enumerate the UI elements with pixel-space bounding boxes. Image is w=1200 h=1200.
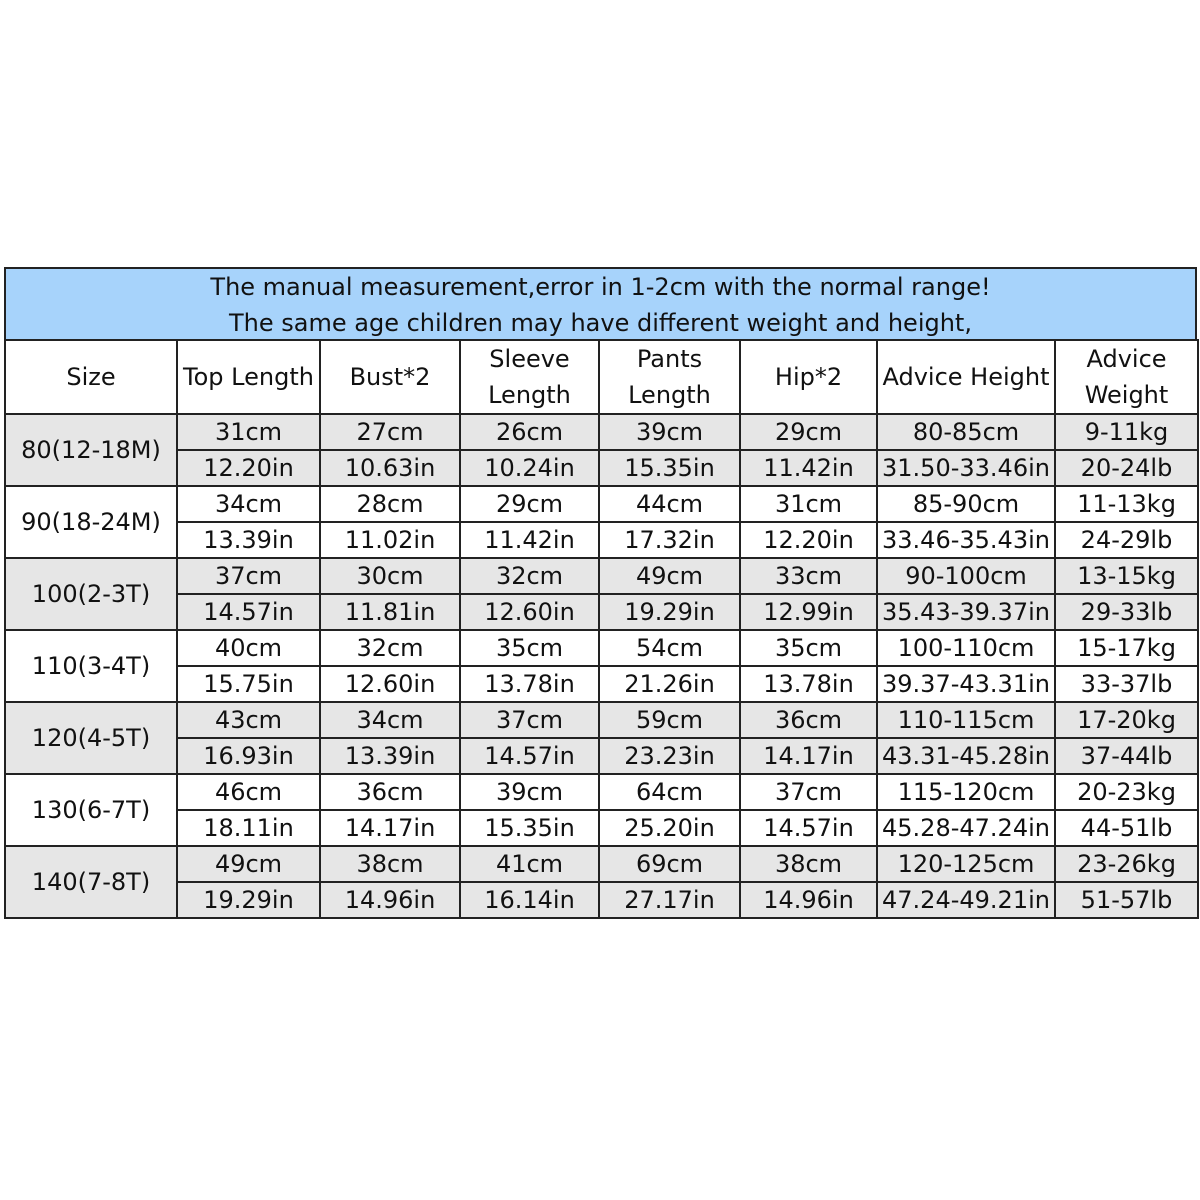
in-cell: 10.63in bbox=[320, 450, 460, 486]
in-cell: 25.20in bbox=[599, 810, 740, 846]
cm-cell: 15-17kg bbox=[1055, 630, 1198, 666]
table-row-cm bbox=[5, 846, 1198, 882]
table-row-in bbox=[5, 522, 1198, 558]
in-cell: 10.24in bbox=[460, 450, 599, 486]
in-cell: 44-51lb bbox=[1055, 810, 1198, 846]
cm-cell: 32cm bbox=[460, 558, 599, 594]
cm-cell: 85-90cm bbox=[877, 486, 1055, 522]
cm-cell: 80-85cm bbox=[877, 414, 1055, 450]
cm-cell: 34cm bbox=[320, 702, 460, 738]
cm-cell: 38cm bbox=[740, 846, 877, 882]
cm-cell: 41cm bbox=[460, 846, 599, 882]
header-cell: Bust*2 bbox=[320, 340, 460, 414]
size-chart bbox=[4, 267, 1197, 919]
in-cell: 13.39in bbox=[177, 522, 320, 558]
cm-cell: 29cm bbox=[740, 414, 877, 450]
in-cell: 13.78in bbox=[740, 666, 877, 702]
table-row-cm bbox=[5, 558, 1198, 594]
in-cell: 31.50-33.46in bbox=[877, 450, 1055, 486]
in-cell: 12.20in bbox=[177, 450, 320, 486]
cm-cell: 37cm bbox=[740, 774, 877, 810]
cm-cell: 38cm bbox=[320, 846, 460, 882]
size-cell: 90(18-24M) bbox=[5, 486, 177, 558]
cm-cell: 31cm bbox=[177, 414, 320, 450]
header-cell: Size bbox=[5, 340, 177, 414]
in-cell: 12.99in bbox=[740, 594, 877, 630]
size-cell: 120(4-5T) bbox=[5, 702, 177, 774]
cm-cell: 100-110cm bbox=[877, 630, 1055, 666]
size-cell: 110(3-4T) bbox=[5, 630, 177, 702]
cm-cell: 32cm bbox=[320, 630, 460, 666]
cm-cell: 120-125cm bbox=[877, 846, 1055, 882]
cm-cell: 11-13kg bbox=[1055, 486, 1198, 522]
notice-line-2: The same age children may have different weight and height, bbox=[229, 309, 972, 337]
in-cell: 43.31-45.28in bbox=[877, 738, 1055, 774]
cm-cell: 17-20kg bbox=[1055, 702, 1198, 738]
in-cell: 16.93in bbox=[177, 738, 320, 774]
in-cell: 15.35in bbox=[460, 810, 599, 846]
in-cell: 14.57in bbox=[460, 738, 599, 774]
cm-cell: 35cm bbox=[740, 630, 877, 666]
cm-cell: 54cm bbox=[599, 630, 740, 666]
in-cell: 33.46-35.43in bbox=[877, 522, 1055, 558]
cm-cell: 49cm bbox=[599, 558, 740, 594]
table-row-in bbox=[5, 594, 1198, 630]
header-cell: Top Length bbox=[177, 340, 320, 414]
table-row-cm bbox=[5, 774, 1198, 810]
cm-cell: 29cm bbox=[460, 486, 599, 522]
cm-cell: 36cm bbox=[740, 702, 877, 738]
in-cell: 11.42in bbox=[740, 450, 877, 486]
cm-cell: 34cm bbox=[177, 486, 320, 522]
cm-cell: 40cm bbox=[177, 630, 320, 666]
size-table bbox=[4, 339, 1199, 919]
in-cell: 14.57in bbox=[740, 810, 877, 846]
size-cell: 140(7-8T) bbox=[5, 846, 177, 918]
cm-cell: 64cm bbox=[599, 774, 740, 810]
header-cell: Advice Weight bbox=[1055, 340, 1198, 414]
cm-cell: 69cm bbox=[599, 846, 740, 882]
size-cell: 130(6-7T) bbox=[5, 774, 177, 846]
in-cell: 39.37-43.31in bbox=[877, 666, 1055, 702]
table-row-cm bbox=[5, 486, 1198, 522]
cm-cell: 44cm bbox=[599, 486, 740, 522]
cm-cell: 28cm bbox=[320, 486, 460, 522]
cm-cell: 115-120cm bbox=[877, 774, 1055, 810]
cm-cell: 37cm bbox=[460, 702, 599, 738]
cm-cell: 20-23kg bbox=[1055, 774, 1198, 810]
in-cell: 29-33lb bbox=[1055, 594, 1198, 630]
cm-cell: 26cm bbox=[460, 414, 599, 450]
cm-cell: 43cm bbox=[177, 702, 320, 738]
cm-cell: 36cm bbox=[320, 774, 460, 810]
in-cell: 13.78in bbox=[460, 666, 599, 702]
header-cell: Hip*2 bbox=[740, 340, 877, 414]
cm-cell: 39cm bbox=[599, 414, 740, 450]
table-row-cm bbox=[5, 414, 1198, 450]
cm-cell: 90-100cm bbox=[877, 558, 1055, 594]
in-cell: 12.60in bbox=[460, 594, 599, 630]
in-cell: 13.39in bbox=[320, 738, 460, 774]
cm-cell: 9-11kg bbox=[1055, 414, 1198, 450]
in-cell: 12.60in bbox=[320, 666, 460, 702]
in-cell: 14.96in bbox=[320, 882, 460, 918]
cm-cell: 37cm bbox=[177, 558, 320, 594]
cm-cell: 23-26kg bbox=[1055, 846, 1198, 882]
in-cell: 14.57in bbox=[177, 594, 320, 630]
in-cell: 15.75in bbox=[177, 666, 320, 702]
table-row-cm bbox=[5, 630, 1198, 666]
header-cell: Pants Length bbox=[599, 340, 740, 414]
in-cell: 27.17in bbox=[599, 882, 740, 918]
in-cell: 33-37lb bbox=[1055, 666, 1198, 702]
header-cell: Advice Height bbox=[877, 340, 1055, 414]
in-cell: 15.35in bbox=[599, 450, 740, 486]
in-cell: 51-57lb bbox=[1055, 882, 1198, 918]
cm-cell: 30cm bbox=[320, 558, 460, 594]
table-row-in bbox=[5, 666, 1198, 702]
in-cell: 19.29in bbox=[177, 882, 320, 918]
in-cell: 47.24-49.21in bbox=[877, 882, 1055, 918]
header-cell: Sleeve Length bbox=[460, 340, 599, 414]
cm-cell: 59cm bbox=[599, 702, 740, 738]
table-row-in bbox=[5, 450, 1198, 486]
cm-cell: 13-15kg bbox=[1055, 558, 1198, 594]
size-cell: 100(2-3T) bbox=[5, 558, 177, 630]
in-cell: 16.14in bbox=[460, 882, 599, 918]
table-row-in bbox=[5, 882, 1198, 918]
in-cell: 20-24lb bbox=[1055, 450, 1198, 486]
cm-cell: 110-115cm bbox=[877, 702, 1055, 738]
in-cell: 24-29lb bbox=[1055, 522, 1198, 558]
in-cell: 19.29in bbox=[599, 594, 740, 630]
cm-cell: 27cm bbox=[320, 414, 460, 450]
in-cell: 35.43-39.37in bbox=[877, 594, 1055, 630]
size-cell: 80(12-18M) bbox=[5, 414, 177, 486]
in-cell: 12.20in bbox=[740, 522, 877, 558]
in-cell: 11.42in bbox=[460, 522, 599, 558]
cm-cell: 31cm bbox=[740, 486, 877, 522]
cm-cell: 49cm bbox=[177, 846, 320, 882]
in-cell: 14.17in bbox=[740, 738, 877, 774]
in-cell: 37-44lb bbox=[1055, 738, 1198, 774]
in-cell: 21.26in bbox=[599, 666, 740, 702]
in-cell: 17.32in bbox=[599, 522, 740, 558]
table-row-in bbox=[5, 810, 1198, 846]
table-row-in bbox=[5, 738, 1198, 774]
in-cell: 11.81in bbox=[320, 594, 460, 630]
measurement-notice bbox=[4, 267, 1197, 339]
table-row-cm bbox=[5, 702, 1198, 738]
in-cell: 14.17in bbox=[320, 810, 460, 846]
header-row bbox=[5, 340, 1198, 414]
cm-cell: 46cm bbox=[177, 774, 320, 810]
in-cell: 45.28-47.24in bbox=[877, 810, 1055, 846]
cm-cell: 33cm bbox=[740, 558, 877, 594]
in-cell: 14.96in bbox=[740, 882, 877, 918]
in-cell: 23.23in bbox=[599, 738, 740, 774]
cm-cell: 39cm bbox=[460, 774, 599, 810]
in-cell: 11.02in bbox=[320, 522, 460, 558]
in-cell: 18.11in bbox=[177, 810, 320, 846]
cm-cell: 35cm bbox=[460, 630, 599, 666]
notice-line-1: The manual measurement,error in 1-2cm with the normal range! bbox=[210, 273, 991, 301]
